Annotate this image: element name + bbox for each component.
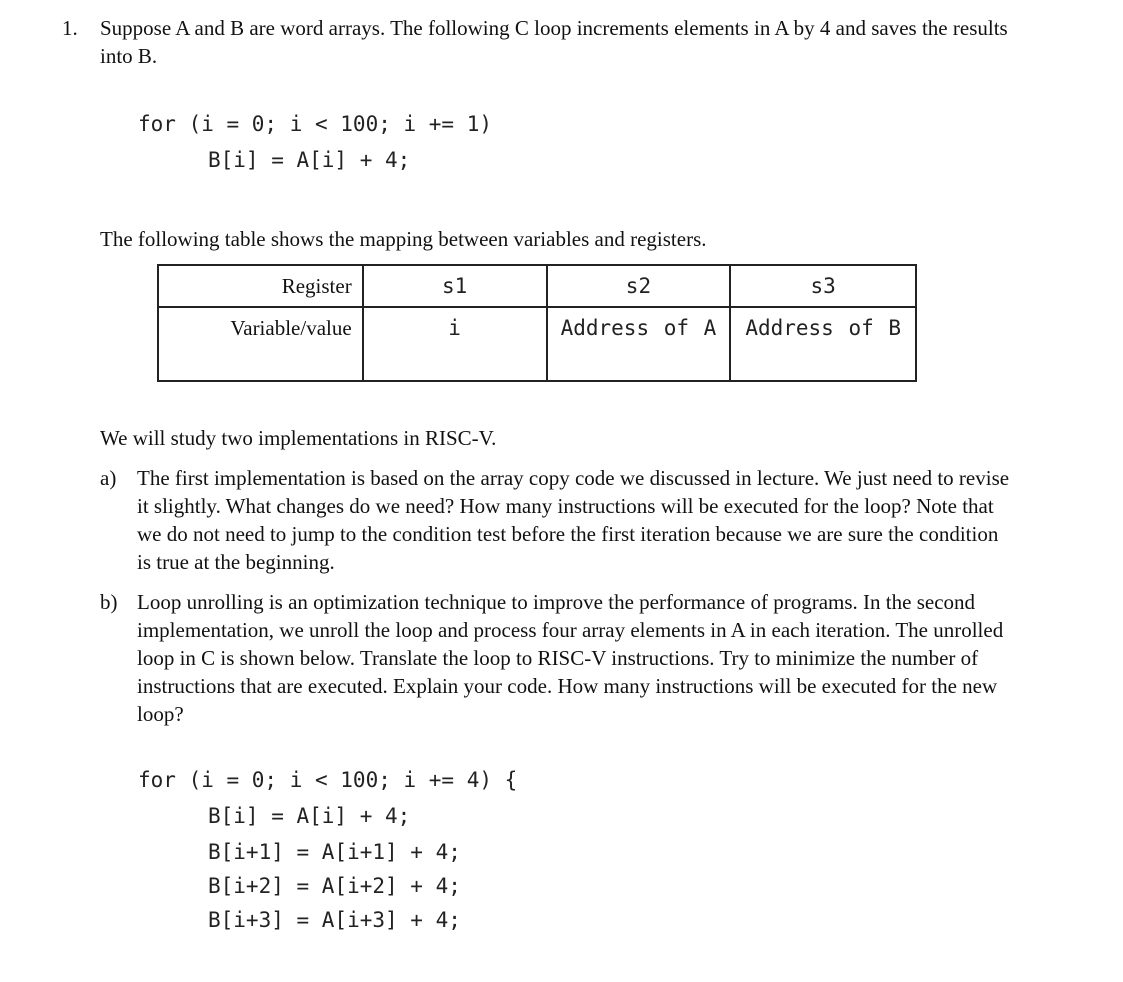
code1-for-line: for (i = 0; i < 100; i += 1) (138, 112, 493, 136)
cell-s3: s3 (730, 265, 916, 307)
row-header-variable: Variable/value (158, 307, 363, 381)
code2-body-line-2: B[i+1] = A[i+1] + 4; (208, 840, 461, 864)
code2-for-line: for (i = 0; i < 100; i += 4) { (138, 768, 518, 792)
cell-s1: s1 (363, 265, 547, 307)
part-a-text: The first implementation is based on the array copy code we discussed in lecture. We just need to revise it slightly. What changes do we need? How many instructions will be executed for the loop? Note that we do not need to jump to the condition test before the first iteration because we are sure the condition is true at the beginning. (137, 466, 1010, 574)
cell-address-b (730, 307, 916, 381)
cell-address-b-text: Address of B (745, 316, 902, 340)
part-b-text: Loop unrolling is an optimization technique to improve the performance of programs. In the second implementation, we unroll the loop and process four array elements in A in each iteration. The unrolled loop in C is shown below. Translate the loop to RISC-V instructions. Try to minimize the number of instructions that are executed. Explain your code. How many instructions will be executed for the new loop? (137, 590, 1004, 726)
table-row-register (158, 265, 916, 307)
cell-i (363, 307, 547, 381)
table-row-variable (158, 307, 916, 381)
study-intro: We will study two implementations in RISC-V. (100, 426, 497, 450)
code1-body-line: B[i] = A[i] + 4; (208, 148, 411, 172)
part-a-label: a) (100, 466, 117, 490)
code2-body-line-1: B[i] = A[i] + 4; (208, 804, 411, 828)
question-number: 1. (62, 16, 78, 40)
table-intro: The following table shows the mapping between variables and registers. (100, 227, 707, 251)
question-intro: Suppose A and B are word arrays. The following C loop increments elements in A by 4 and saves the results into B. (100, 16, 1008, 68)
cell-address-a (547, 307, 731, 381)
row-header-register: Register (158, 265, 363, 307)
code2-body-line-4: B[i+3] = A[i+3] + 4; (208, 908, 461, 932)
cell-i-text: i (448, 316, 461, 340)
part-b-label: b) (100, 590, 118, 614)
cell-s2: s2 (547, 265, 731, 307)
register-mapping-table (157, 264, 917, 382)
code2-body-line-3: B[i+2] = A[i+2] + 4; (208, 874, 461, 898)
cell-address-a-text: Address of A (560, 316, 717, 340)
